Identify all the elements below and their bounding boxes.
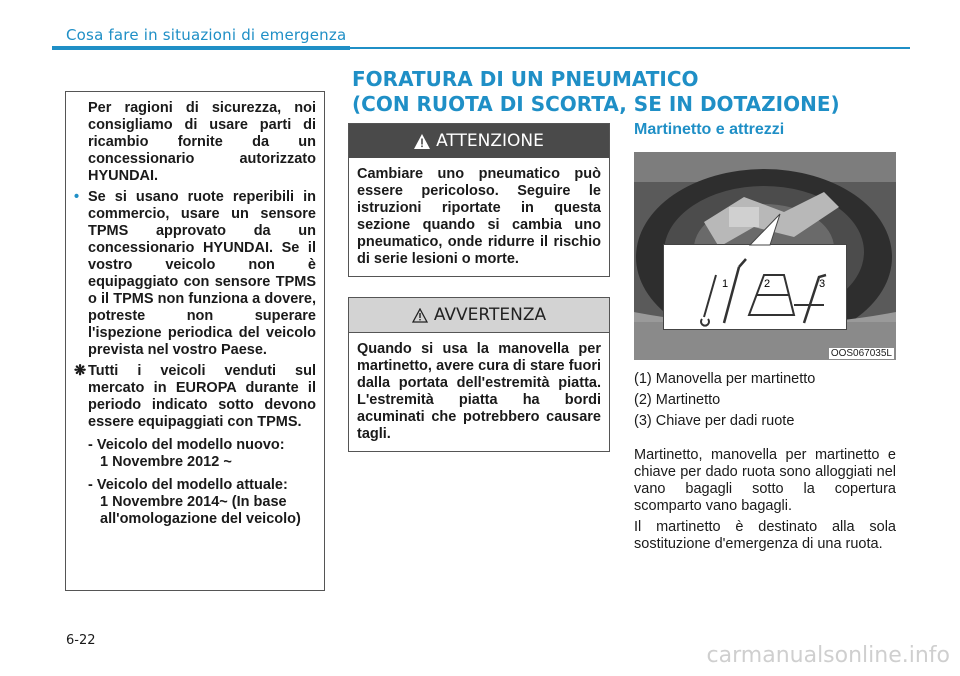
info-box	[65, 91, 325, 591]
watermark: carmanualsonline.info	[706, 643, 950, 668]
callout-label-3: 3	[819, 278, 826, 290]
info-bullet	[74, 189, 316, 359]
tools-list-item: (3) Chiave per dadi ruote	[634, 413, 795, 429]
page-number: 6-22	[66, 633, 96, 648]
tools-drawing	[664, 245, 846, 329]
header-rule-thin	[350, 47, 910, 49]
attention-label: ATTENZIONE	[436, 131, 544, 151]
info-paragraph-1: Per ragioni di sicurezza, noi consigliamo di usare parti di ricambio fornite da un concessionario autorizzato HYUNDAI.	[88, 100, 316, 184]
tools-list-item: (2) Martinetto	[634, 392, 721, 408]
info-star-note	[74, 363, 316, 431]
tools-list	[634, 369, 896, 432]
asterism-icon: ❋	[74, 363, 87, 379]
caution-label: AVVERTENZA	[433, 305, 547, 325]
title-line-1: FORATURA DI UN PNEUMATICO	[352, 67, 699, 91]
callout-label-2: 2	[764, 278, 771, 290]
bullet-dot-icon: •	[74, 189, 80, 205]
usage-paragraph: Il martinetto è destinato alla sola sostituzione d'emergenza di una ruota.	[634, 519, 896, 552]
header-rule-thick	[52, 46, 350, 50]
model-current	[74, 477, 316, 528]
attention-text: Cambiare uno pneumatico può essere pericoloso. Seguire le istruzioni riportate in questa sezione quando si cambia uno pneumatico, onde ridurre il rischio di serie lesioni o morte.	[357, 166, 601, 267]
jack-tools-subtitle: Martinetto e attrezzi	[634, 121, 785, 138]
model-new-date: 1 Novembre 2012 ~	[100, 454, 232, 470]
attention-box	[348, 123, 610, 277]
photo-code: OOS067035L	[830, 348, 892, 359]
caution-box	[348, 297, 610, 452]
page-title	[352, 67, 840, 117]
model-current-date: 1 Novembre 2014~ (In base all'omologazione del veicolo)	[100, 494, 301, 527]
caution-header	[349, 298, 609, 333]
attention-header	[349, 124, 609, 158]
model-new-head: - Veicolo del modello nuovo:	[88, 437, 285, 453]
section-label: Cosa fare in situazioni di emergenza	[66, 26, 347, 44]
callout-pointer	[740, 212, 790, 246]
storage-paragraph: Martinetto, manovella per martinetto e chiave per dado ruota sono alloggiati nel vano bagagli sotto la copertura scomparto vano bagagli.	[634, 447, 896, 514]
tools-callout	[663, 244, 847, 330]
callout-label-1: 1	[722, 278, 729, 290]
warning-triangle-outline-icon	[412, 308, 428, 323]
model-new	[74, 437, 316, 471]
info-paragraph-3: Tutti i veicoli venduti sul mercato in EUROPA durante il periodo indicato sotto devono essere equipaggiati con TPMS.	[88, 363, 316, 430]
info-paragraph-2: Se si usano ruote reperibili in commercio, usare un sensore TPMS approvato da un concessionario HYUNDAI. Se il vostro veicolo non è equipaggiato con sensore TPMS o il TPMS non funziona a dovere, potreste non superare l'ispezione periodica del veicolo prevista nel vostro Paese.	[88, 189, 316, 358]
model-current-head: - Veicolo del modello attuale:	[88, 477, 288, 493]
title-line-2: (CON RUOTA DI SCORTA, SE IN DOTAZIONE)	[352, 92, 840, 116]
caution-text: Quando si usa la manovella per martinetto, avere cura di stare fuori dalla portata dell'estremità piatta. L'estremità piatta ha bordi acuminati che potrebbero causare tagli.	[357, 341, 601, 442]
warning-triangle-icon	[414, 134, 430, 149]
tools-list-item: (1) Manovella per martinetto	[634, 371, 816, 387]
